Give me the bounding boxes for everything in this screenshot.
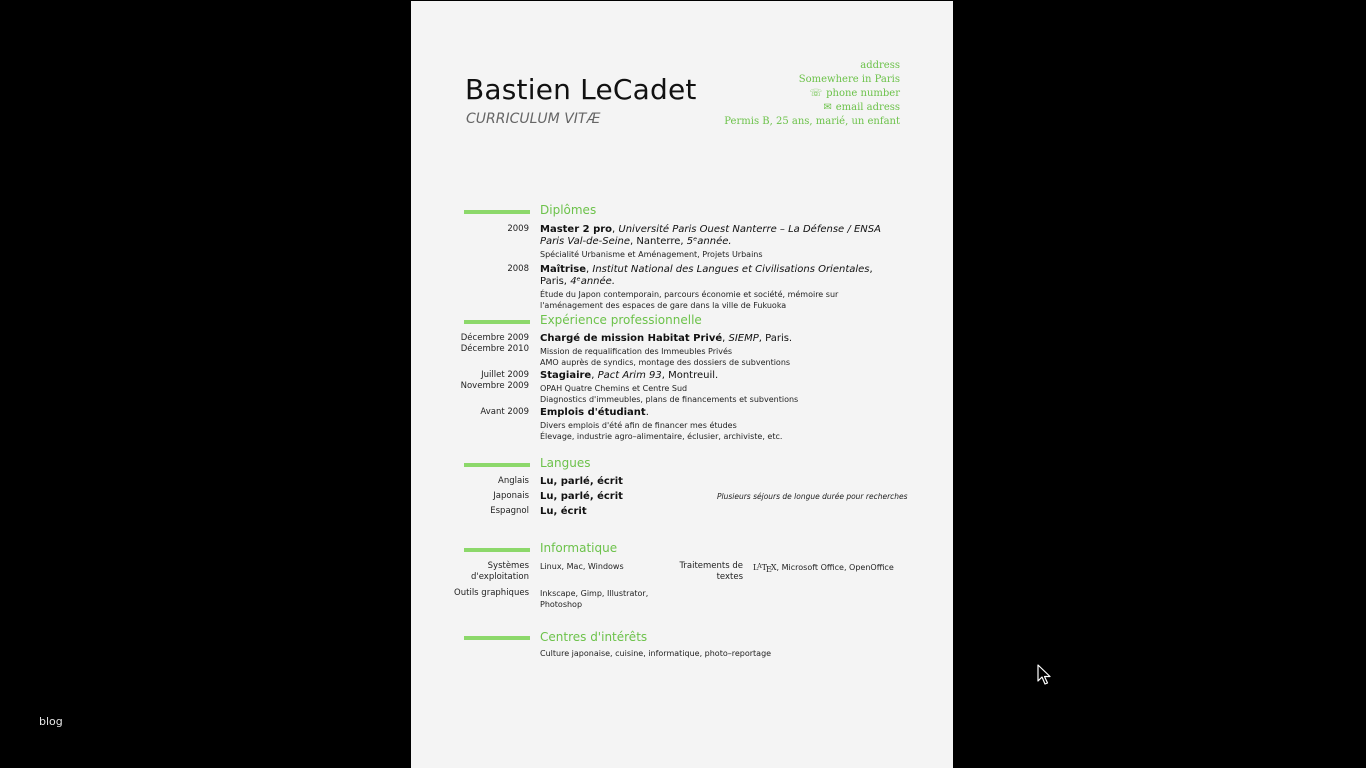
personal-info: Permis B, 25 ans, marié, un enfant [724, 116, 900, 127]
section-bar [464, 320, 530, 324]
entry-desc: Divers emplois d'été afin de financer mes études [540, 421, 737, 430]
section-bar [464, 548, 530, 552]
entry-desc: Mission de requalification des Immeubles Privés [540, 347, 733, 356]
section-bar [464, 210, 530, 214]
entry-desc: Élevage, industrie agro–alimentaire, éclusier, archiviste, etc. [540, 432, 783, 441]
role: Emplois d'étudiant [540, 407, 646, 418]
degree: Master 2 pro [540, 224, 613, 235]
place: Nanterre, [636, 236, 684, 247]
section-bar [464, 463, 530, 467]
phone-row [724, 87, 900, 101]
cv-page: Bastien LeCadet CURRICULUM VITÆ address Somewhere in Paris ☏ phone number ✉ email adress Permis B, 25 ans, marié, un enfant Diplômes 2009 Master 2 pro, Université Paris Ouest Nanterre – La Défense / ENSA Paris Val-de-Seine, Nanterre, 5ᵉannée. Spécialité Urbanisme et Aménagement, Projets Urbains 2008 Maîtrise, Institut National des Langues et Civilisations Orientales, Paris, 4ᵉannée. Étude du Japon contemporain, parcours économie et société, mémoire sur l'aménagement des espaces de gare dans la ville de Fukuoka Expérience professionnelle Décembre 2009 Décembre 2010 Chargé de mission Habitat Privé, SIEMP, Paris. Mission de requalification des Immeubles Privés AMO auprès de syndics, montage des dossiers de subventions Juillet 2009 Novembre 2009 Stagiaire, Pact Arim 93, Montreuil. OPAH Quatre Chemins et Centre Sud Diagnostics d'immeubles, plans de financements et subventions Avant 2009 Emplois d'étudiant. Divers emplois d'été afin de financer mes études Élevage, industrie agro–alimentaire, éclusier, archiviste, etc. Langues Anglais Lu, parlé, écrit Japonais Lu, parlé, écrit Plusieurs séjours de longue durée pour recherches Espagnol Lu, écrit Informatique Systèmes d'exploitation Linux, Mac, Windows Traitements de textes $L^AT_EX$, Microsoft Office, OpenOffice Outils graphiques Inkscape, Gimp, Illustrator, Photoshop Centres d'intérêts Culture japonaise, cuisine, informatique, photo–reportage [411, 1, 953, 768]
entry-desc: Diagnostics d'immeubles, plans de financements et subventions [540, 395, 799, 404]
contact-block [724, 59, 900, 129]
entry-desc: Spécialité Urbanisme et Aménagement, Projets Urbains [540, 250, 763, 259]
language-level: Lu, écrit [540, 506, 587, 517]
date-start: Décembre 2009 [460, 333, 529, 343]
language-note: Plusieurs séjours de longue durée pour recherches [717, 492, 908, 501]
cv-name: Bastien LeCadet [465, 73, 697, 106]
entry-desc: Étude du Japon contemporain, parcours économie et société, mémoire sur l'aménagement des espaces de gare dans la ville de Fukuoka [540, 290, 839, 310]
it-label: Outils graphiques [454, 588, 529, 598]
interests-value: Culture japonaise, cuisine, informatique, photo–reportage [540, 649, 772, 658]
place: Montreuil. [668, 370, 719, 381]
blog-link[interactable]: blog [39, 715, 63, 728]
place: Paris. [765, 333, 793, 344]
date-end: Décembre 2010 [460, 344, 529, 354]
it-value: Microsoft Office, OpenOffice [781, 563, 894, 572]
it-value: Linux, Mac, Windows [540, 562, 624, 571]
phone-value: phone number [826, 88, 900, 99]
language-name: Espagnol [490, 506, 529, 516]
year-label: 4ᵉannée. [570, 276, 616, 287]
language-level: Lu, parlé, écrit [540, 491, 623, 502]
year-label: 5ᵉannée. [686, 236, 732, 247]
email-value: email adress [835, 102, 900, 113]
section-title-informatique: Informatique [540, 541, 618, 555]
institution: Institut National des Langues et Civilisations Orientales [592, 264, 870, 275]
cv-subtitle: CURRICULUM VITÆ [466, 111, 601, 127]
section-bar [464, 636, 530, 640]
it-label: Traitements de textes [679, 561, 743, 582]
organization: SIEMP [728, 333, 759, 344]
section-title-interets: Centres d'intérêts [540, 630, 648, 644]
language-level: Lu, parlé, écrit [540, 476, 623, 487]
email-row [724, 101, 900, 115]
entry-date: 2009 [507, 224, 529, 234]
section-title-experience: Expérience professionnelle [540, 313, 702, 327]
it-label: Systèmes d'exploitation [471, 561, 529, 582]
organization: Pact Arim 93 [597, 370, 662, 381]
role: Chargé de mission Habitat Privé [540, 333, 723, 344]
institution: Université Paris Ouest Nanterre – La Défense / ENSA Paris Val-de-Seine [540, 224, 881, 247]
language-name: Anglais [498, 476, 529, 486]
address-value: Somewhere in Paris [798, 74, 900, 85]
section-title-langues: Langues [540, 456, 591, 470]
date-end: Novembre 2009 [460, 381, 529, 391]
email-icon: ✉ [823, 102, 832, 113]
entry-desc: AMO auprès de syndics, montage des dossiers de subventions [540, 358, 791, 367]
degree: Maîtrise [540, 264, 587, 275]
phone-icon: ☏ [809, 88, 823, 99]
entry-desc: OPAH Quatre Chemins et Centre Sud [540, 384, 688, 393]
language-name: Japonais [493, 491, 529, 501]
latex-logo: $L^AT_EX$ [753, 563, 777, 574]
date-start: Juillet 2009 [481, 370, 529, 380]
role: Stagiaire [540, 370, 592, 381]
mouse-cursor-icon [1037, 664, 1053, 686]
date-start: Avant 2009 [480, 407, 529, 417]
address-label: address [860, 60, 900, 71]
section-title-diplomes: Diplômes [540, 203, 597, 217]
entry-date: 2008 [507, 264, 529, 274]
it-value: Inkscape, Gimp, Illustrator, Photoshop [540, 589, 649, 609]
place: Paris, [540, 276, 567, 287]
